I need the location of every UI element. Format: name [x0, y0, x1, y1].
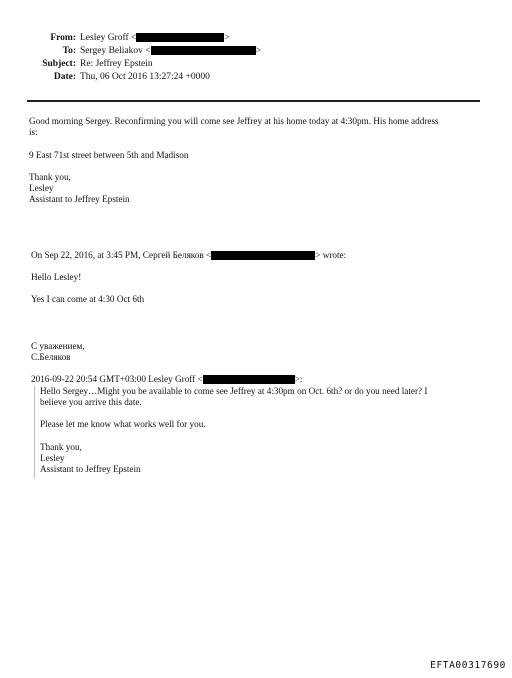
- reply2-name: Lesley: [40, 453, 65, 463]
- redaction-bar: [136, 33, 224, 42]
- subject-value: Re: Jeffrey Epstein: [80, 59, 153, 69]
- redaction-bar: [151, 46, 256, 55]
- document-id: EFTA00317690: [430, 660, 506, 671]
- body-title: Assistant to Jeffrey Epstein: [29, 194, 130, 204]
- quote-bar: [34, 386, 35, 479]
- reply1-message: Yes I can come at 4:30 Oct 6th: [31, 294, 145, 304]
- reply2-line1: Hello Sergey…Might you be available to come see Jeffrey at 4:30pm on Oct. 6th? or do you need later? I: [40, 386, 428, 396]
- reply2-attribution: [31, 374, 302, 385]
- to-label: To:: [62, 46, 76, 56]
- header-divider: [27, 100, 480, 102]
- reply2-attribution-pre: 2016-09-22 20:54 GMT+03:00 Lesley Groff <: [31, 374, 203, 384]
- reply1-greeting: Hello Lesley!: [31, 272, 82, 282]
- reply2-line2: believe you arrive this date.: [40, 397, 142, 407]
- redaction-bar: [203, 375, 295, 384]
- subject-label: Subject:: [42, 59, 76, 69]
- reply1-attribution-post: > wrote:: [315, 250, 347, 260]
- date-value: Thu, 06 Oct 2016 13:27:24 +0000: [80, 72, 210, 82]
- body-signoff: Thank you,: [29, 172, 71, 182]
- from-value: [80, 33, 230, 43]
- to-value: [80, 46, 261, 56]
- body-address: 9 East 71st street between 5th and Madison: [29, 150, 189, 160]
- body-greeting-line1: Good morning Sergey. Reconfirming you will come see Jeffrey at his home today at 4:30pm. His home address: [29, 116, 439, 126]
- reply2-signoff: Thank you,: [40, 442, 82, 452]
- from-tail: >: [224, 33, 230, 43]
- to-name: Sergey Beliakov <: [80, 46, 151, 56]
- reply1-attribution-pre: On Sep 22, 2016, at 3:45 PM, Сергей Беляков <: [31, 250, 212, 260]
- from-label: From:: [50, 33, 76, 43]
- body-greeting-line2: is:: [29, 127, 38, 137]
- reply2-attribution-post: >:: [294, 374, 303, 384]
- from-name: Lesley Groff <: [80, 33, 137, 43]
- body-name: Lesley: [29, 183, 54, 193]
- reply1-closing1: С уважением,: [31, 341, 85, 351]
- reply2-line3: Please let me know what works well for you.: [40, 419, 206, 429]
- to-tail: >: [255, 46, 261, 56]
- reply1-attribution: [31, 250, 346, 261]
- date-label: Date:: [53, 72, 76, 82]
- reply2-title: Assistant to Jeffrey Epstein: [40, 464, 141, 474]
- reply1-closing2: С.Беляков: [31, 352, 71, 362]
- redaction-bar: [211, 251, 315, 260]
